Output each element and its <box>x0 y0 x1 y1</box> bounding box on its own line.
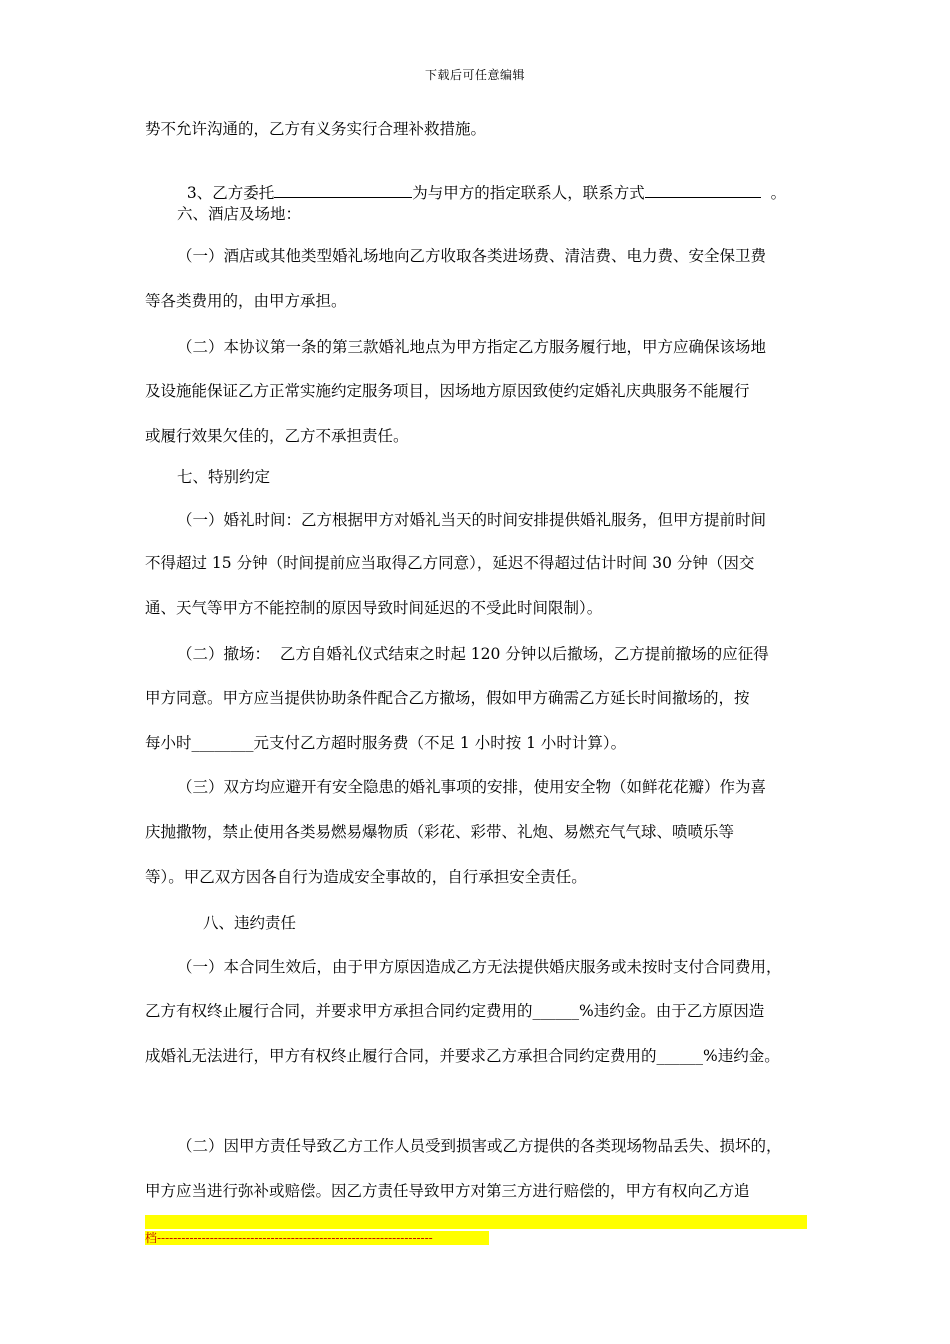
paragraph-line: 或履行效果欠佳的，乙方不承担责任。 <box>145 427 409 445</box>
footer-banner-line-2: 档-------------------------------------------------------------------- <box>145 1231 489 1245</box>
paragraph-line: 3、乙方委托 为与甲方的指定联系人，联系方式 。 <box>186 184 787 202</box>
section-heading: 八、违约责任 <box>203 914 297 932</box>
paragraph-line: （一）本合同生效后，由于甲方原因造成乙方无法提供婚庆服务或未按时支付合同费用， <box>177 958 782 976</box>
paragraph-line: （三）双方均应避开有安全隐患的婚礼事项的安排，使用安全物（如鲜花花瓣）作为喜 <box>177 778 767 796</box>
paragraph-line: （二）因甲方责任导致乙方工作人员受到损害或乙方提供的各类现场物品丢失、损坏的， <box>177 1137 782 1155</box>
footer-banner-line-1 <box>145 1215 807 1229</box>
blank-field <box>645 183 761 198</box>
paragraph-line: 不得超过 15 分钟（时间提前应当取得乙方同意），延迟不得超过估计时间 30 分钟（因交 <box>145 554 755 572</box>
paragraph-line: 甲方应当进行弥补或赔偿。因乙方责任导致甲方对第三方进行赔偿的，甲方有权向乙方追 <box>145 1182 750 1200</box>
paragraph-line: （二）本协议第一条的第三款婚礼地点为甲方指定乙方服务履行地，甲方应确保该场地 <box>177 338 767 356</box>
paragraph-line: 通、天气等甲方不能控制的原因导致时间延迟的不受此时间限制）。 <box>145 599 603 617</box>
paragraph-line: 庆抛撒物，禁止使用各类易燃易爆物质（彩花、彩带、礼炮、易燃充气气球、喷喷乐等 <box>145 823 735 841</box>
paragraph-line: 等各类费用的，由甲方承担。 <box>145 292 347 310</box>
paragraph-line: 成婚礼无法进行，甲方有权终止履行合同，并要求乙方承担合同约定费用的______%违约金。 <box>145 1047 780 1065</box>
paragraph-line: 势不允许沟通的，乙方有义务实行合理补救措施。 <box>145 120 487 138</box>
paragraph-line: （二）撤场： 乙方自婚礼仪式结束之时起 120 分钟以后撤场，乙方提前撤场的应征得 <box>177 645 769 663</box>
paragraph-line: （一）酒店或其他类型婚礼场地向乙方收取各类进场费、清洁费、电力费、安全保卫费 <box>177 247 767 265</box>
section-heading: 七、特别约定 <box>177 468 271 486</box>
section-heading: 六、酒店及场地： <box>177 205 302 223</box>
blank-field <box>274 183 412 198</box>
paragraph-line: 甲方同意。甲方应当提供协助条件配合乙方撤场，假如甲方确需乙方延长时间撤场的，按 <box>145 689 750 707</box>
page-header: 下载后可任意编辑 <box>424 68 525 82</box>
paragraph-line: 等）。甲乙双方因各自行为造成安全事故的，自行承担安全责任。 <box>145 868 587 886</box>
paragraph-line: 乙方有权终止履行合同，并要求甲方承担合同约定费用的______%违约金。由于乙方原因造 <box>145 1002 765 1020</box>
paragraph-line: 每小时________元支付乙方超时服务费（不足 1 小时按 1 小时计算）。 <box>145 734 627 752</box>
paragraph-line: 及设施能保证乙方正常实施约定服务项目，因场地方原因致使约定婚礼庆典服务不能履行 <box>145 382 750 400</box>
paragraph-line: （一）婚礼时间：乙方根据甲方对婚礼当天的时间安排提供婚礼服务，但甲方提前时间 <box>177 511 767 529</box>
